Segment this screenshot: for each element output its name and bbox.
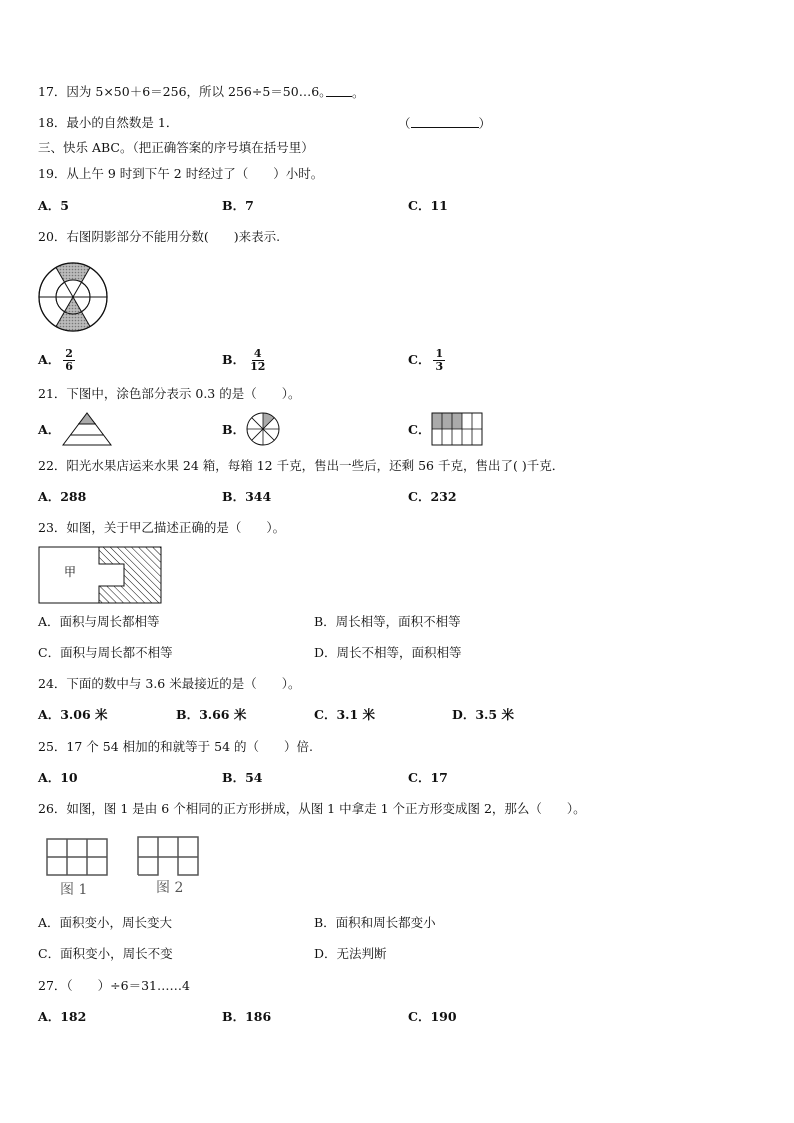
question-18-text: 18．最小的自然数是 1．: [38, 115, 179, 130]
option-b[interactable]: B．周长相等，面积不相等: [314, 614, 461, 629]
shaded-pie-figure: [246, 412, 280, 446]
question-21-text: 21．下图中，涂色部分表示 0.3 的是（ ）。: [38, 386, 301, 401]
judge-parentheses[interactable]: （ ）: [398, 116, 492, 131]
question-18: [38, 115, 178, 131]
shaded-grid-figure: [431, 412, 483, 446]
figure-2-label: 图 2: [156, 880, 184, 896]
figure-1-grid: [46, 838, 108, 876]
option-b[interactable]: B．344: [222, 489, 272, 504]
figure-label-jia: 甲: [64, 565, 77, 579]
question-24-text: 24．下面的数中与 3.6 米最接近的是（ ）。: [38, 676, 301, 691]
option-c[interactable]: C． $\frac{1}{3}$: [408, 347, 444, 373]
answer-blank[interactable]: 。: [326, 84, 365, 101]
section-title: 三、快乐 ABC。（把正确答案的序号填在括号里）: [38, 140, 314, 155]
option-b[interactable]: B．面积和周长都变小: [314, 915, 436, 930]
option-a[interactable]: A．10: [38, 770, 78, 785]
option-d[interactable]: D．3.5 米: [452, 707, 514, 722]
figure-2-grid: [137, 836, 199, 876]
option-a[interactable]: A．182: [38, 1009, 87, 1024]
option-a[interactable]: A． $\frac{2}{6}$: [38, 347, 73, 373]
option-d[interactable]: D．无法判断: [314, 946, 387, 961]
question-22-text: 22．阳光水果店运来水果 24 箱，每箱 12 千克，售出一些后，还剩 56 千克，售出了( )千克．: [38, 458, 565, 473]
fraction: $\frac{1}{3}$: [435, 347, 444, 373]
option-a[interactable]: A．5: [38, 198, 69, 213]
option-a[interactable]: A．面积与周长都相等: [38, 614, 160, 629]
jia-yi-figure: [38, 546, 162, 604]
option-b[interactable]: B．54: [222, 770, 263, 785]
option-c[interactable]: C．232: [408, 489, 457, 504]
option-b[interactable]: B．186: [222, 1009, 272, 1024]
option-c[interactable]: C．190: [408, 1009, 457, 1024]
option-b[interactable]: B． $\frac{4}{12}$: [222, 347, 266, 373]
question-23-text: 23．如图，关于甲乙描述正确的是（ ）。: [38, 520, 286, 535]
question-20-text: 20．右图阴影部分不能用分数( )来表示.: [38, 229, 281, 244]
option-b[interactable]: B．3.66 米: [176, 707, 247, 722]
fraction: $\frac{4}{12}$: [250, 347, 266, 373]
option-b[interactable]: B．7: [222, 198, 254, 213]
option-c[interactable]: C．3.1 米: [314, 707, 376, 722]
question-27-text: 27．（ ）÷6＝31……4: [38, 978, 190, 993]
question-25-text: 25．17 个 54 相加的和就等于 54 的（ ）倍.: [38, 739, 313, 754]
option-c[interactable]: C．11: [408, 198, 448, 213]
option-c[interactable]: C．面积变小，周长不变: [38, 946, 173, 961]
option-c[interactable]: C．17: [408, 770, 448, 785]
option-a[interactable]: A．面积变小，周长变大: [38, 915, 173, 930]
question-19-text: 19．从上午 9 时到下午 2 时经过了（ ）小时。: [38, 166, 324, 181]
option-c[interactable]: C．: [408, 422, 431, 437]
option-c[interactable]: C．面积与周长都不相等: [38, 645, 173, 660]
shaded-circle-figure: [38, 262, 108, 332]
fraction: $\frac{2}{6}$: [65, 347, 73, 373]
option-b[interactable]: B．: [222, 422, 246, 437]
shaded-triangle-figure: [62, 412, 112, 446]
figure-1-label: 图 1: [60, 882, 88, 898]
option-a[interactable]: A．: [38, 422, 61, 437]
question-26-text: 26．如图，图 1 是由 6 个相同的正方形拼成，从图 1 中拿走 1 个正方形变成图 2，那么（ ）。: [38, 801, 586, 816]
option-d[interactable]: D．周长不相等，面积相等: [314, 645, 462, 660]
question-17: [38, 84, 332, 100]
question-17-text: 17．因为 5×50＋6＝256，所以 256÷5＝50…6。: [38, 84, 332, 99]
option-a[interactable]: A．288: [38, 489, 87, 504]
option-a[interactable]: A．3.06 米: [38, 707, 108, 722]
